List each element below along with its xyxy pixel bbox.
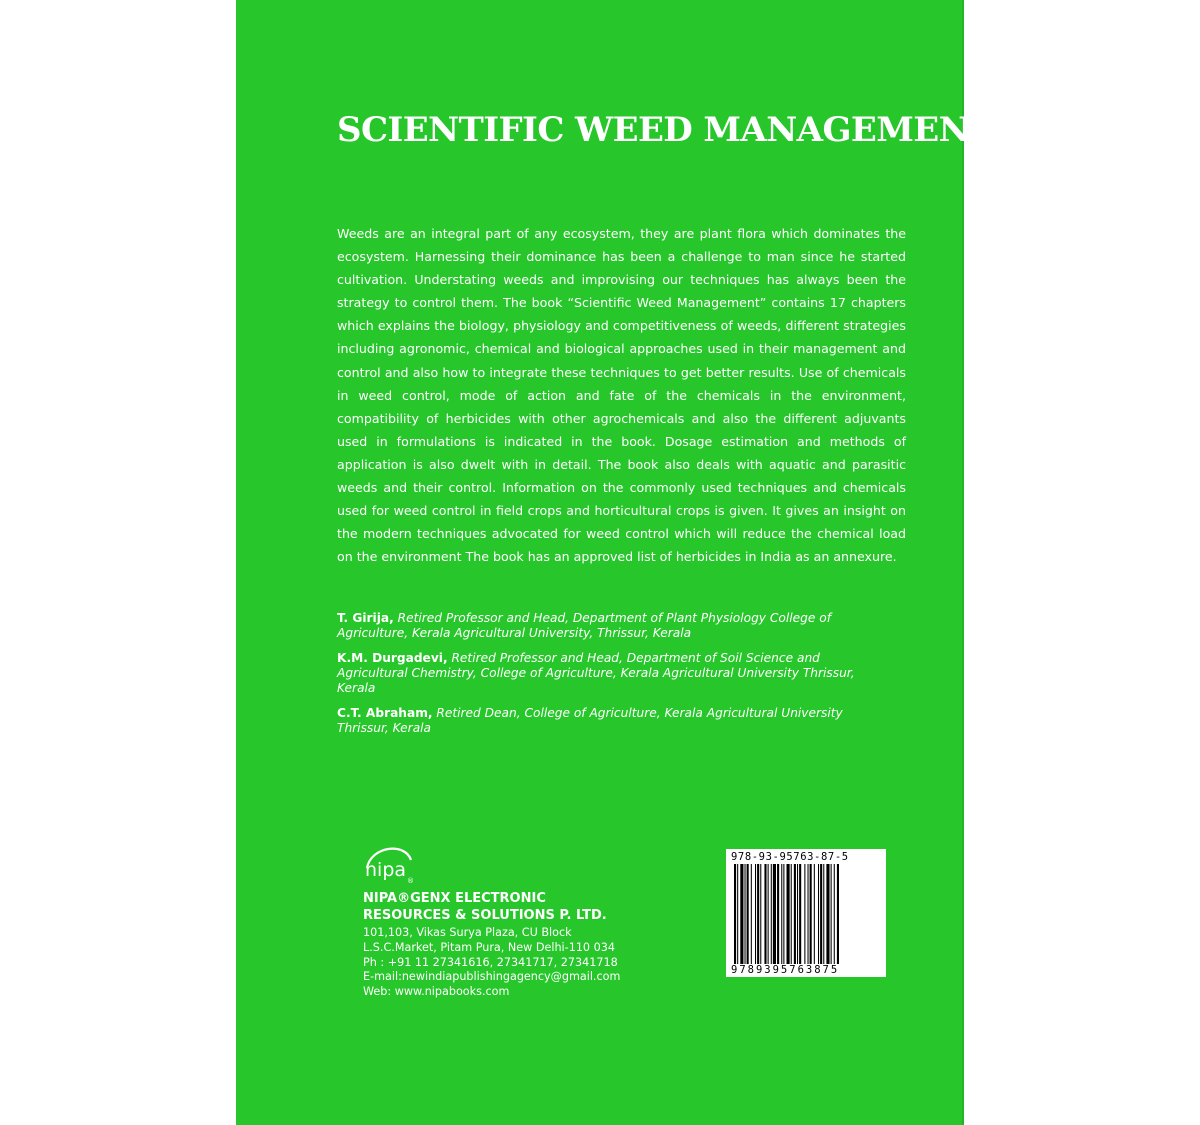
author-name: C.T. Abraham, xyxy=(337,706,433,720)
barcode-bar xyxy=(768,864,769,964)
publisher-email: E-mail:newindiapublishingagency@gmail.com xyxy=(363,970,621,984)
author-list xyxy=(337,611,857,746)
barcode-bar xyxy=(740,864,743,964)
isbn-barcode xyxy=(726,849,886,977)
publisher-name-line: RESOURCES & SOLUTIONS P. LTD. xyxy=(363,908,607,923)
barcode-bar xyxy=(799,864,801,964)
barcode-bar xyxy=(826,864,829,964)
book-back-cover xyxy=(236,0,994,1125)
publisher-name-line: NIPA®GENX ELECTRONIC xyxy=(363,891,546,906)
barcode-bar xyxy=(781,864,782,964)
barcode-bar xyxy=(837,864,839,964)
barcode-bar xyxy=(810,864,812,964)
barcode-bar xyxy=(791,864,792,964)
barcode-bar xyxy=(734,864,736,964)
barcode-bar xyxy=(760,864,761,964)
barcode-bar xyxy=(764,864,766,964)
publisher-website: Web: www.nipabooks.com xyxy=(363,985,510,999)
publisher-block xyxy=(363,842,693,1000)
publisher-address: 101,103, Vikas Surya Plaza, CU Block xyxy=(363,926,572,939)
publisher-name xyxy=(363,890,693,924)
barcode-bars xyxy=(731,864,881,964)
barcode-bar xyxy=(834,864,835,964)
author-entry xyxy=(337,706,857,736)
barcode-bar xyxy=(745,864,746,964)
book-description: Weeds are an integral part of any ecosystem, they are plant flora which dominates the ecosystem. Harnessing their dominance has been a challenge to man since he started cultivation. Understating weeds and improvising our techniques has always been the strategy to control them. The book “Scientific Weed Management” contains 17 chapters which explains the biology, physiology and competitiveness of weeds, different strategies including agronomic, chemical and biological approaches used in their management and control and also how to integrate these techniques to get better results. Use of chemicals in weed control, mode of action and fate of the chemicals in the environment, compatibility of herbicides with other agrochemicals and also the different adjuvants used in formulations is indicated in the book. Dosage estimation and methods of application is also dwelt with in detail. The book also deals with aquatic and parasitic weeds and their control. Information on the commonly used techniques and chemicals used for weed control in field crops and horticultural crops is given. It gives an insight on the modern techniques advocated for weed control which will reduce the chemical load on the environment The book has an approved list of herbicides in India as an annexure. xyxy=(337,226,906,565)
barcode-bar xyxy=(808,864,809,964)
logo-text: nipa xyxy=(365,859,407,881)
isbn-number: 978-93-95763-87-5 xyxy=(731,851,849,863)
barcode-bar xyxy=(787,864,790,964)
barcode-bar xyxy=(831,864,832,964)
publisher-phone: Ph : +91 11 27341616, 27341717, 27341718 xyxy=(363,955,618,969)
barcode-bar xyxy=(794,864,796,964)
barcode-bar xyxy=(820,864,822,964)
barcode-bar xyxy=(818,864,819,964)
logo-registered-mark: ® xyxy=(407,877,414,885)
barcode-bar xyxy=(771,864,772,964)
author-name: T. Girija, xyxy=(337,611,394,625)
barcode-bar xyxy=(797,864,798,964)
author-affiliation: Retired Dean, College of Agriculture, Kerala Agricultural University Thrissur, Kerala xyxy=(337,706,843,735)
barcode-bar xyxy=(757,864,759,964)
barcode-bar xyxy=(773,864,776,964)
barcode-bar xyxy=(737,864,738,964)
barcode-bar xyxy=(783,864,784,964)
barcode-bar xyxy=(804,864,805,964)
author-entry xyxy=(337,611,857,641)
book-title: SCIENTIFIC WEED MANAGEMENT xyxy=(337,110,994,150)
author-name: K.M. Durgadevi, xyxy=(337,651,448,665)
barcode-bar xyxy=(751,864,752,964)
barcode-bar xyxy=(747,864,749,964)
barcode-bar xyxy=(755,864,756,964)
author-affiliation: Retired Professor and Head, Department of Soil Science and Agricultural Chemistry, College of Agriculture, Kerala Agricultural University Thrissur, Kerala xyxy=(337,651,855,695)
barcode-bar xyxy=(814,864,815,964)
author-entry xyxy=(337,651,857,696)
barcode-bar xyxy=(823,864,824,964)
barcode-digits: 9789395763875 xyxy=(731,964,840,976)
barcode-bar xyxy=(777,864,779,964)
publisher-logo xyxy=(363,842,417,886)
author-affiliation: Retired Professor and Head, Department of Plant Physiology College of Agriculture, Kerala Agricultural University, Thrissur, Kerala xyxy=(337,611,831,640)
publisher-address: L.S.C.Market, Pitam Pura, New Delhi-110 034 xyxy=(363,940,615,954)
